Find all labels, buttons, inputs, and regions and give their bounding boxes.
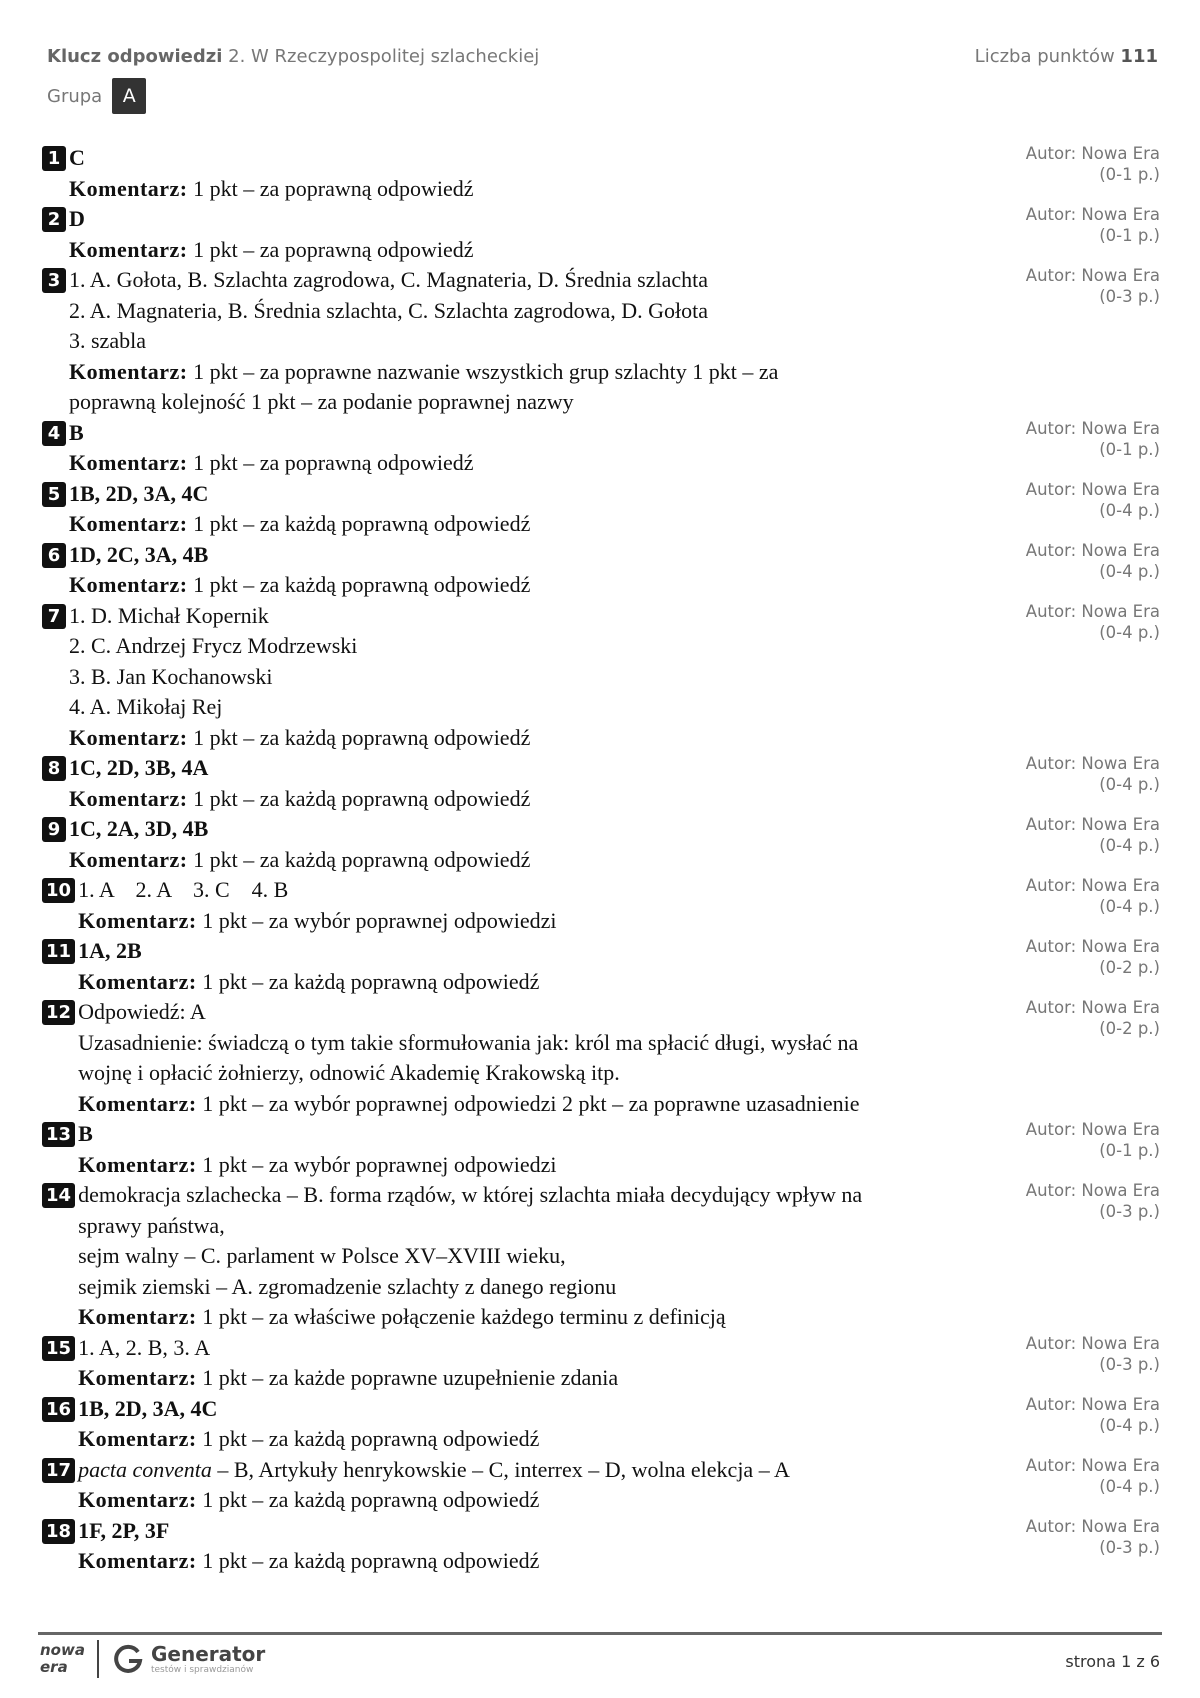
answer-item [42, 1180, 1160, 1333]
author-label: Autor: Nowa Era [1025, 1455, 1160, 1475]
answer-line: 1. D. Michał Kopernik [69, 602, 269, 628]
comment-line [69, 509, 974, 540]
answer-line: 2. A. Magnateria, B. Średnia szlachta, C. Szlachta zagrodowa, D. Gołota [69, 297, 709, 323]
answer-line: 1B, 2D, 3A, 4C [69, 480, 209, 506]
answer-line: wojnę i opłacić żołnierzy, odnowić Akademię Krakowską itp. [78, 1060, 620, 1085]
question-number-badge: 13 [42, 1122, 75, 1147]
question-number-badge: 10 [42, 878, 75, 903]
author-label: Autor: Nowa Era [1025, 205, 1160, 224]
answer-body [66, 753, 974, 814]
points-range: (0-4 p.) [1099, 622, 1160, 642]
answer-body [66, 479, 974, 540]
answer-line: D [69, 206, 85, 231]
footer-divider [38, 1632, 1162, 1635]
answer-meta [1026, 1516, 1160, 1558]
answer-line: 3. szabla [69, 328, 146, 353]
points-range: (0-1 p.) [1099, 226, 1160, 245]
question-number-badge: 3 [42, 268, 66, 293]
answer-item [42, 875, 1160, 936]
answer-meta [1026, 1455, 1160, 1497]
answer-italic-term: pacta conventa [78, 1456, 212, 1482]
comment-text: 1 pkt – za każdą poprawną odpowiedź [193, 511, 531, 536]
answer-line: 1B, 2D, 3A, 4C [78, 1395, 218, 1421]
answer-meta [1026, 418, 1160, 460]
answer-body [75, 1516, 983, 1577]
answer-item [42, 601, 1160, 754]
author-label: Autor: Nowa Era [1025, 144, 1160, 163]
comment-text: 1 pkt – za wybór poprawnej odpowiedzi [202, 1151, 557, 1177]
answer-meta [1026, 204, 1160, 246]
author-label: Autor: Nowa Era [1025, 1333, 1160, 1353]
points-range: (0-1 p.) [1099, 165, 1160, 184]
answer-line: 1. A 2. A 3. C 4. B [78, 877, 289, 902]
answer-line: Uzasadnienie: świadczą o tym takie sformułowania jak: król ma spłacić długi, wysłać na [78, 1029, 859, 1055]
comment-line [78, 1546, 983, 1577]
answer-meta [1026, 997, 1160, 1039]
points-range: (0-4 p.) [1099, 500, 1160, 520]
author-label: Autor: Nowa Era [1025, 1394, 1160, 1414]
answer-line: 1. A. Gołota, B. Szlachta zagrodowa, C. Magnateria, D. Średnia szlachta [69, 267, 709, 292]
answer-body [66, 540, 974, 601]
comment-label: Komentarz: [78, 1365, 197, 1390]
author-label: Autor: Nowa Era [1025, 1516, 1160, 1536]
comment-label: Komentarz: [78, 1151, 197, 1177]
points-range: (0-4 p.) [1099, 775, 1160, 794]
question-number-badge: 6 [42, 543, 66, 568]
points-range: (0-1 p.) [1099, 1141, 1160, 1160]
document-title: 2. W Rzeczypospolitej szlacheckiej [228, 46, 540, 67]
author-label: Autor: Nowa Era [1025, 418, 1160, 438]
answer-body [75, 997, 983, 1119]
answer-meta [1026, 1119, 1160, 1161]
answer-item [42, 1119, 1160, 1180]
comment-text: 1 pkt – za wybór poprawnej odpowiedzi [202, 907, 557, 933]
comment-text: 1 pkt – za każdą poprawną odpowiedź [193, 846, 531, 872]
comment-label: Komentarz: [69, 785, 188, 811]
answer-meta [1026, 875, 1160, 917]
answer-body [75, 1455, 983, 1516]
question-number-badge: 4 [42, 421, 66, 446]
question-number-badge: 12 [42, 1000, 75, 1025]
answer-line: B [78, 1121, 93, 1146]
answer-line: 1. A, 2. B, 3. A [78, 1334, 211, 1360]
answer-body [75, 875, 983, 936]
comment-label: Komentarz: [78, 1548, 197, 1573]
comment-label: Komentarz: [78, 968, 197, 994]
answer-item [42, 143, 1160, 204]
group-badge: A [112, 78, 146, 114]
key-label: Klucz odpowiedzi [47, 46, 223, 67]
comment-text: 1 pkt – za każdą poprawną odpowiedź [193, 724, 531, 750]
answer-line: 1D, 2C, 3A, 4B [69, 541, 209, 567]
answer-item [42, 936, 1160, 997]
answer-item [42, 753, 1160, 814]
comment-text: 1 pkt – za każdą poprawną odpowiedź [202, 1487, 540, 1512]
comment-text: 1 pkt – za każdą poprawną odpowiedź [193, 785, 531, 811]
points-range: (0-3 p.) [1099, 1354, 1160, 1374]
answer-item [42, 1394, 1160, 1455]
answer-body [66, 265, 974, 418]
points-range: (0-3 p.) [1099, 1537, 1160, 1557]
points-range: (0-4 p.) [1099, 561, 1160, 581]
points-range: (0-3 p.) [1099, 1202, 1160, 1221]
author-label: Autor: Nowa Era [1025, 998, 1160, 1017]
points-range: (0-4 p.) [1099, 1476, 1160, 1496]
comment-label: Komentarz: [69, 358, 188, 384]
answer-line: 1C, 2D, 3B, 4A [69, 755, 209, 780]
comment-line [78, 1302, 983, 1333]
comment-line [78, 1150, 983, 1181]
author-label: Autor: Nowa Era [1025, 540, 1160, 560]
answer-item [42, 814, 1160, 875]
comment-line [78, 967, 983, 998]
question-number-badge: 7 [42, 604, 66, 629]
author-label: Autor: Nowa Era [1025, 1120, 1160, 1139]
comment-text: 1 pkt – za właściwe połączenie każdego terminu z definicją [202, 1304, 726, 1329]
comment-label: Komentarz: [78, 907, 197, 933]
answer-meta [1026, 753, 1160, 795]
question-number-badge: 2 [42, 207, 66, 232]
answer-item [42, 540, 1160, 601]
points-range: (0-2 p.) [1099, 958, 1160, 977]
comment-line [78, 1363, 983, 1394]
answer-line: Odpowiedź: A [78, 999, 206, 1024]
comment-label: Komentarz: [78, 1304, 197, 1329]
answer-line: demokracja szlachecka – B. forma rządów, w której szlachta miała decydujący wpływ na [78, 1182, 863, 1207]
comment-line [78, 906, 983, 937]
points-label: Liczba punktów [974, 46, 1115, 67]
question-number-badge: 9 [42, 817, 66, 842]
comment-text: 1 pkt – za każde poprawne uzupełnienie zdania [202, 1365, 619, 1390]
answer-meta [1026, 265, 1160, 307]
comment-line [69, 723, 974, 754]
answer-meta [1026, 1180, 1160, 1222]
group-row [47, 78, 146, 114]
answer-line: 1F, 2P, 3F [78, 1517, 170, 1543]
points-range: (0-4 p.) [1099, 1415, 1160, 1435]
comment-line [69, 784, 974, 815]
answer-meta [1026, 143, 1160, 185]
logo-separator [97, 1640, 99, 1678]
answer-item [42, 1455, 1160, 1516]
points-range: (0-3 p.) [1099, 287, 1160, 306]
generator-logo: Generator testów i sprawdzianów [150, 1642, 266, 1675]
answer-item [42, 1516, 1160, 1577]
answer-line: 2. C. Andrzej Frycz Modrzewski [69, 633, 358, 658]
answer-item [42, 265, 1160, 418]
answer-body [66, 418, 974, 479]
answer-meta [1026, 814, 1160, 856]
answer-line: 1C, 2A, 3D, 4B [69, 816, 209, 841]
question-number-badge: 16 [42, 1397, 75, 1422]
comment-label: Komentarz: [69, 450, 188, 475]
group-label: Grupa [47, 85, 103, 107]
points-range: (0-4 p.) [1099, 836, 1160, 855]
answer-line: sejm walny – C. parlament w Polsce XV–XVIII wieku, [78, 1243, 566, 1268]
question-number-badge: 5 [42, 482, 66, 507]
author-label: Autor: Nowa Era [1025, 1181, 1160, 1200]
comment-text: 1 pkt – za wybór poprawnej odpowiedzi 2 pkt – za poprawne uzasadnienie [202, 1090, 860, 1116]
points-value: 111 [1120, 46, 1158, 67]
author-label: Autor: Nowa Era [1025, 601, 1160, 621]
document-header [47, 46, 539, 67]
comment-line [78, 1424, 983, 1455]
author-label: Autor: Nowa Era [1025, 876, 1160, 895]
answer-item [42, 997, 1160, 1119]
comment-text: 1 pkt – za poprawną odpowiedź [193, 175, 474, 201]
footer-logos [40, 1640, 265, 1678]
comment-label: Komentarz: [69, 724, 188, 750]
author-label: Autor: Nowa Era [1025, 479, 1160, 499]
answer-body [66, 601, 974, 754]
points-range: (0-1 p.) [1099, 439, 1160, 459]
comment-line [69, 387, 974, 418]
comment-line [69, 357, 974, 388]
answer-line: 3. B. Jan Kochanowski [69, 663, 273, 689]
comment-line [69, 174, 974, 205]
comment-label: Komentarz: [69, 236, 188, 262]
comment-text: 1 pkt – za każdą poprawną odpowiedź [202, 1426, 540, 1451]
points-summary [975, 46, 1158, 67]
answer-item [42, 418, 1160, 479]
question-number-badge: 1 [42, 146, 66, 171]
answer-body [75, 1394, 983, 1455]
answer-item [42, 204, 1160, 265]
answer-item [42, 1333, 1160, 1394]
comment-label: Komentarz: [78, 1090, 197, 1116]
answer-line: B [69, 419, 84, 445]
comment-line [78, 1485, 983, 1516]
answer-body [75, 936, 983, 997]
question-number-badge: 15 [42, 1336, 75, 1361]
answer-line-rest: – B, Artykuły henrykowskie – C, interrex – D, wolna elekcja – A [211, 1456, 790, 1482]
answer-meta [1026, 1394, 1160, 1436]
answer-meta [1026, 936, 1160, 978]
comment-line [69, 570, 974, 601]
points-range: (0-4 p.) [1099, 897, 1160, 916]
comment-label: Komentarz: [69, 572, 188, 597]
comment-text: 1 pkt – za każdą poprawną odpowiedź [193, 572, 531, 597]
author-label: Autor: Nowa Era [1025, 937, 1160, 956]
question-number-badge: 18 [42, 1519, 75, 1544]
comment-text: 1 pkt – za każdą poprawną odpowiedź [202, 968, 540, 994]
comment-line [69, 845, 974, 876]
answer-line: C [69, 145, 85, 170]
question-number-badge: 8 [42, 756, 66, 781]
question-number-badge: 17 [42, 1458, 75, 1483]
author-label: Autor: Nowa Era [1025, 815, 1160, 834]
comment-label: Komentarz: [69, 846, 188, 872]
author-label: Autor: Nowa Era [1025, 754, 1160, 773]
comment-label: Komentarz: [78, 1426, 197, 1451]
answer-meta [1026, 1333, 1160, 1375]
answer-line: sejmik ziemski – A. zgromadzenie szlachty z danego regionu [78, 1273, 617, 1299]
comment-text: 1 pkt – za poprawną odpowiedź [193, 450, 474, 475]
author-label: Autor: Nowa Era [1025, 266, 1160, 285]
answer-body [75, 1180, 983, 1333]
answer-item [42, 479, 1160, 540]
comment-label: Komentarz: [69, 511, 188, 536]
comment-label: Komentarz: [69, 175, 188, 201]
answer-meta [1026, 601, 1160, 643]
answer-line: sprawy państwa, [78, 1212, 225, 1238]
question-number-badge: 14 [42, 1183, 75, 1208]
comment-text: 1 pkt – za poprawną odpowiedź [193, 236, 474, 262]
answer-meta [1026, 479, 1160, 521]
page-number: strona 1 z 6 [1065, 1652, 1160, 1671]
answer-body [66, 204, 974, 265]
comment-text: 1 pkt – za poprawne nazwanie wszystkich grup szlachty 1 pkt – za [193, 358, 779, 384]
answer-list [42, 143, 1160, 1577]
comment-line [69, 448, 974, 479]
answer-body [66, 814, 974, 875]
nowa-era-logo: nowa era [40, 1641, 85, 1676]
comment-label: Komentarz: [78, 1487, 197, 1512]
answer-line: 1A, 2B [78, 938, 142, 963]
answer-line: 4. A. Mikołaj Rej [69, 694, 223, 719]
comment-line [78, 1089, 983, 1120]
points-range: (0-2 p.) [1099, 1019, 1160, 1038]
generator-g-icon [113, 1644, 143, 1674]
answer-body [75, 1333, 983, 1394]
answer-meta [1026, 540, 1160, 582]
answer-body [66, 143, 974, 204]
comment-text: 1 pkt – za każdą poprawną odpowiedź [202, 1548, 540, 1573]
comment-line [69, 235, 974, 266]
comment-text: poprawną kolejność 1 pkt – za podanie poprawnej nazwy [69, 389, 574, 414]
answer-body [75, 1119, 983, 1180]
answer-line [78, 1455, 983, 1486]
question-number-badge: 11 [42, 939, 75, 964]
